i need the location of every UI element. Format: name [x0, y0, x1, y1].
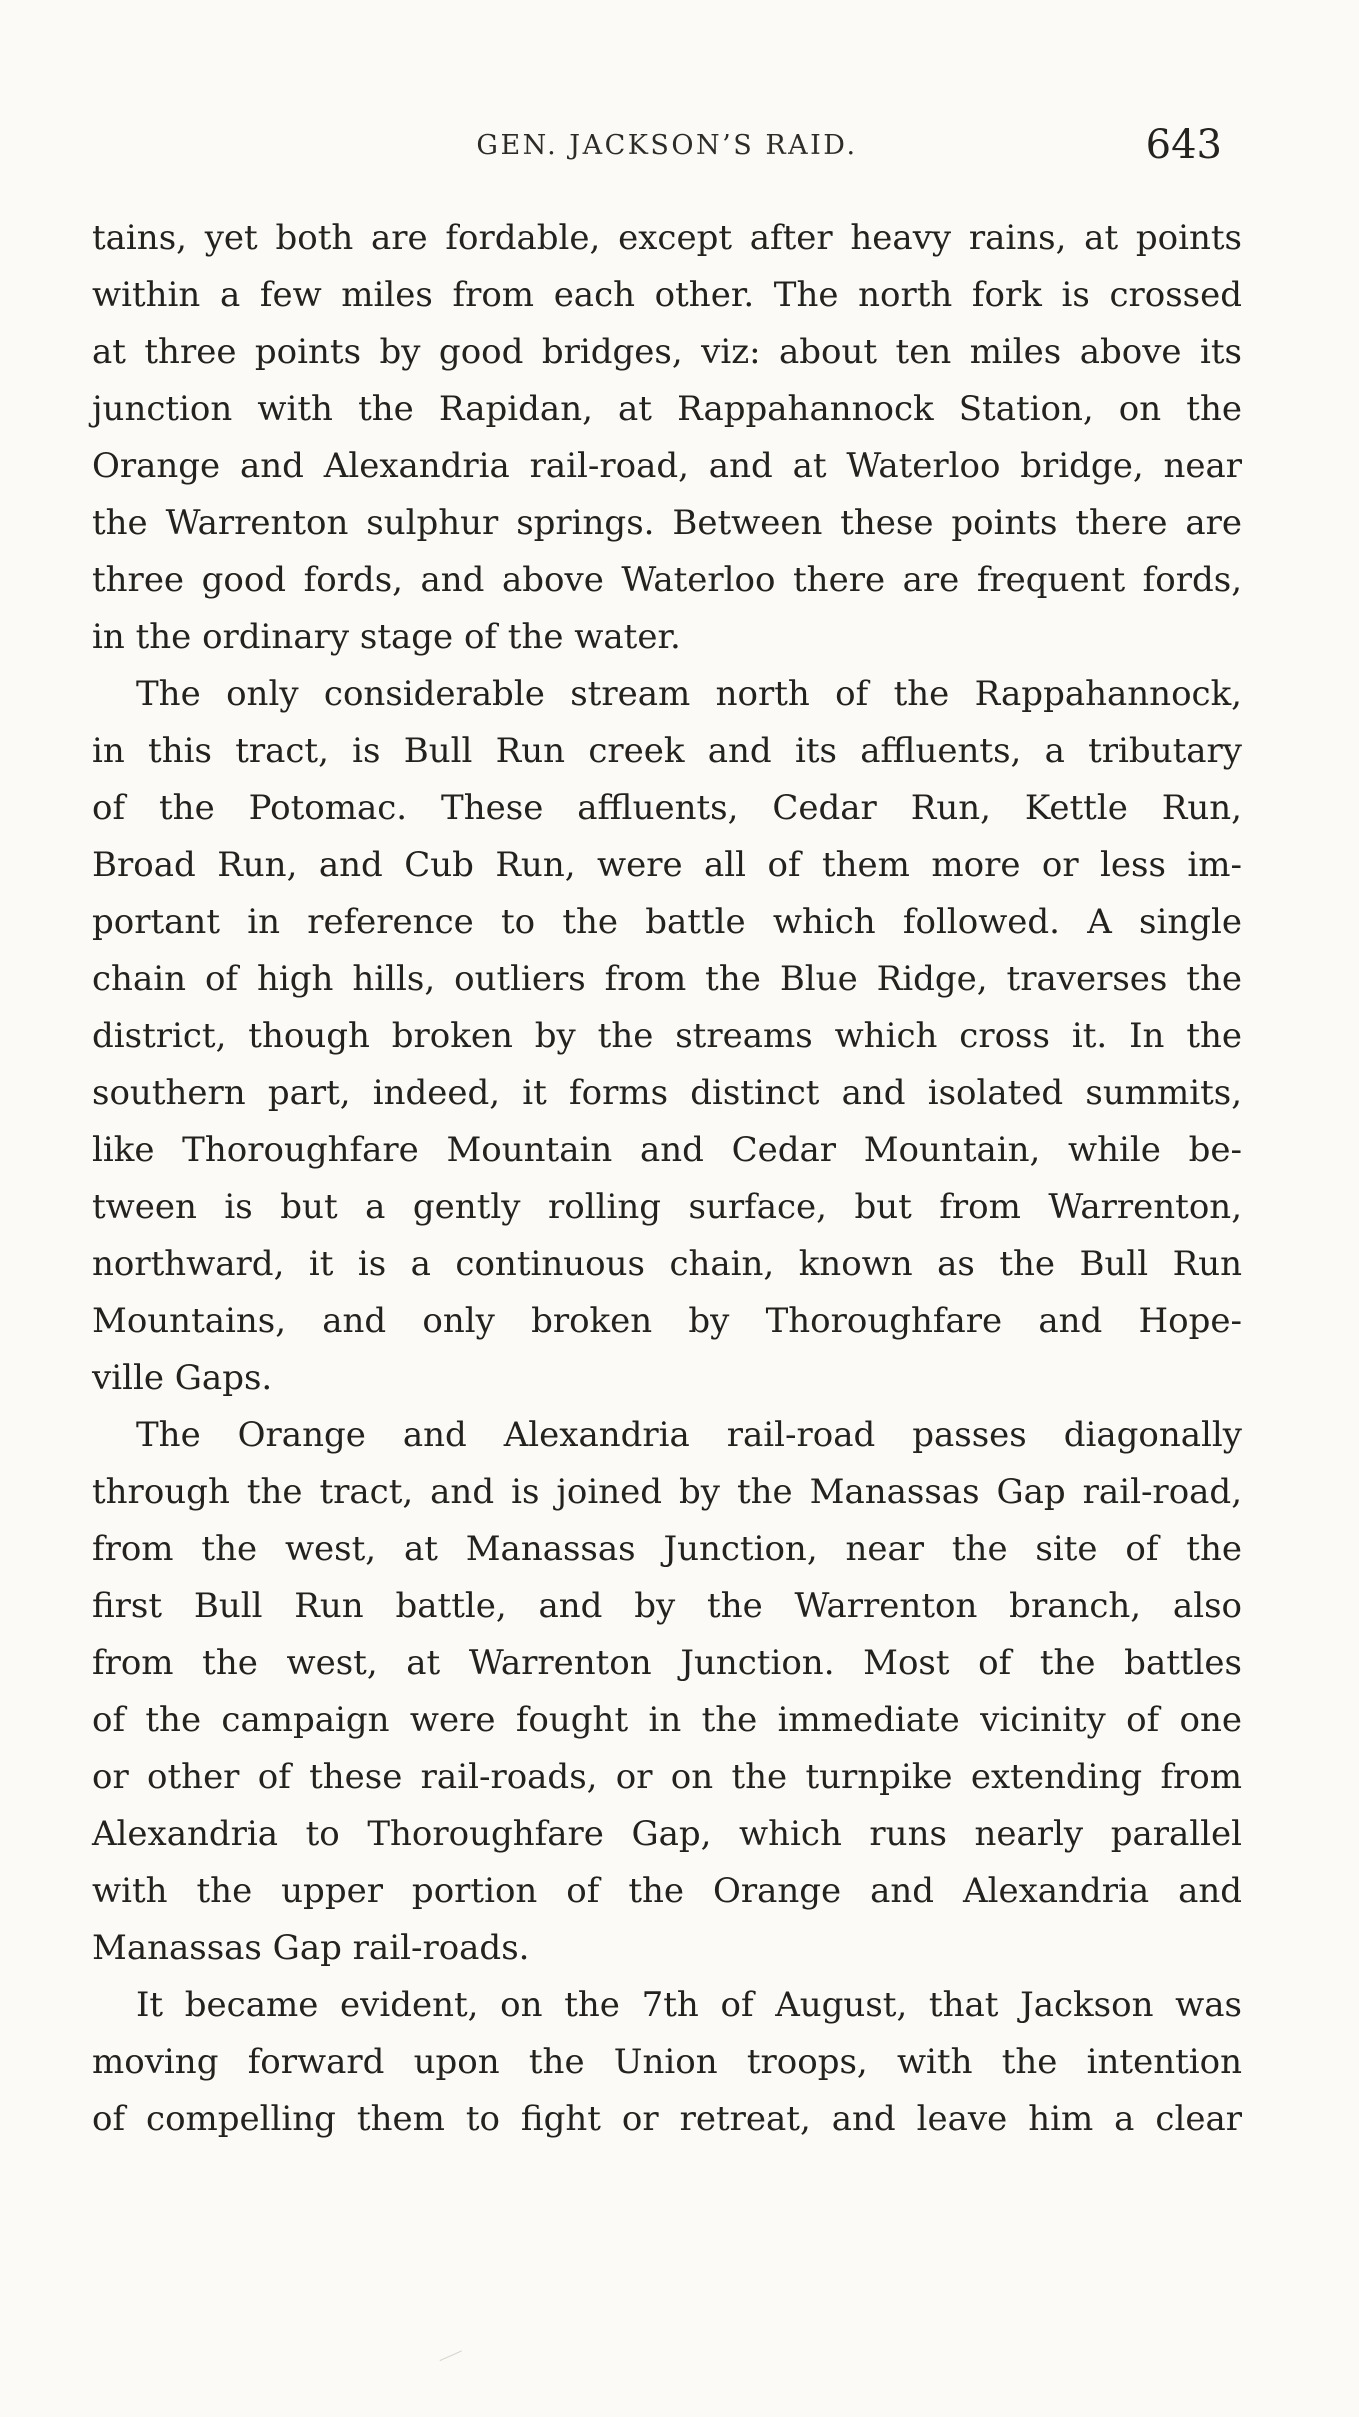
body-text: [92, 210, 1242, 2148]
paragraph: [92, 1977, 1242, 2148]
text-line: in this tract, is Bull Run creek and its affluents, a tributary: [92, 731, 1242, 771]
text-line: or other of these rail-roads, or on the turnpike extending from: [92, 1757, 1242, 1797]
paragraph: [92, 666, 1242, 1407]
text-line: portant in reference to the battle which followed. A single: [92, 902, 1242, 942]
paragraph: [92, 1407, 1242, 1977]
text-line: like Thoroughfare Mountain and Cedar Mountain, while be-: [92, 1130, 1242, 1170]
text-line: through the tract, and is joined by the Manassas Gap rail-road,: [92, 1472, 1242, 1512]
text-line: Mountains, and only broken by Thoroughfare and Hope-: [92, 1301, 1242, 1341]
text-line: tains, yet both are fordable, except after heavy rains, at points: [92, 218, 1242, 258]
text-line: of the campaign were fought in the immediate vicinity of one: [92, 1700, 1242, 1740]
text-line: tween is but a gently rolling surface, but from Warrenton,: [92, 1187, 1242, 1227]
text-line: three good fords, and above Waterloo there are frequent fords,: [92, 560, 1242, 600]
text-line: first Bull Run battle, and by the Warrenton branch, also: [92, 1586, 1242, 1626]
text-line: The Orange and Alexandria rail-road passes diagonally: [136, 1415, 1242, 1455]
text-line: district, though broken by the streams which cross it. In the: [92, 1016, 1242, 1056]
text-line: It became evident, on the 7th of August, that Jackson was: [136, 1985, 1242, 2025]
text-line: chain of high hills, outliers from the Blue Ridge, traverses the: [92, 959, 1242, 999]
text-line: northward, it is a continuous chain, known as the Bull Run: [92, 1244, 1242, 1284]
text-line: with the upper portion of the Orange and Alexandria and: [92, 1871, 1242, 1911]
text-line: from the west, at Warrenton Junction. Most of the battles: [92, 1643, 1242, 1683]
text-line: Manassas Gap rail-roads.: [92, 1928, 530, 1968]
running-title: GEN. JACKSON’S RAID.: [476, 130, 858, 161]
running-head: [92, 122, 1242, 182]
text-line: Alexandria to Thoroughfare Gap, which runs nearly parallel: [92, 1814, 1242, 1854]
text-line: moving forward upon the Union troops, with the intention: [92, 2042, 1242, 2082]
text-line: southern part, indeed, it forms distinct and isolated summits,: [92, 1073, 1242, 1113]
text-line: of compelling them to fight or retreat, and leave him a clear: [92, 2099, 1242, 2139]
text-line: The only considerable stream north of the Rappahannock,: [136, 674, 1242, 714]
text-line: Broad Run, and Cub Run, were all of them more or less im-: [92, 845, 1242, 885]
text-line: at three points by good bridges, viz: about ten miles above its: [92, 332, 1242, 372]
text-line: junction with the Rapidan, at Rappahannock Station, on the: [92, 389, 1242, 429]
text-line: of the Potomac. These affluents, Cedar Run, Kettle Run,: [92, 788, 1242, 828]
page-number: 643: [1145, 122, 1222, 168]
paper-mark: [440, 2350, 465, 2366]
text-line: in the ordinary stage of the water.: [92, 617, 681, 657]
text-line: from the west, at Manassas Junction, near the site of the: [92, 1529, 1242, 1569]
text-line: ville Gaps.: [92, 1358, 273, 1398]
paragraph: [92, 210, 1242, 666]
text-line: the Warrenton sulphur springs. Between these points there are: [92, 503, 1242, 543]
text-line: Orange and Alexandria rail-road, and at Waterloo bridge, near: [92, 446, 1242, 486]
text-line: within a few miles from each other. The north fork is crossed: [92, 275, 1242, 315]
